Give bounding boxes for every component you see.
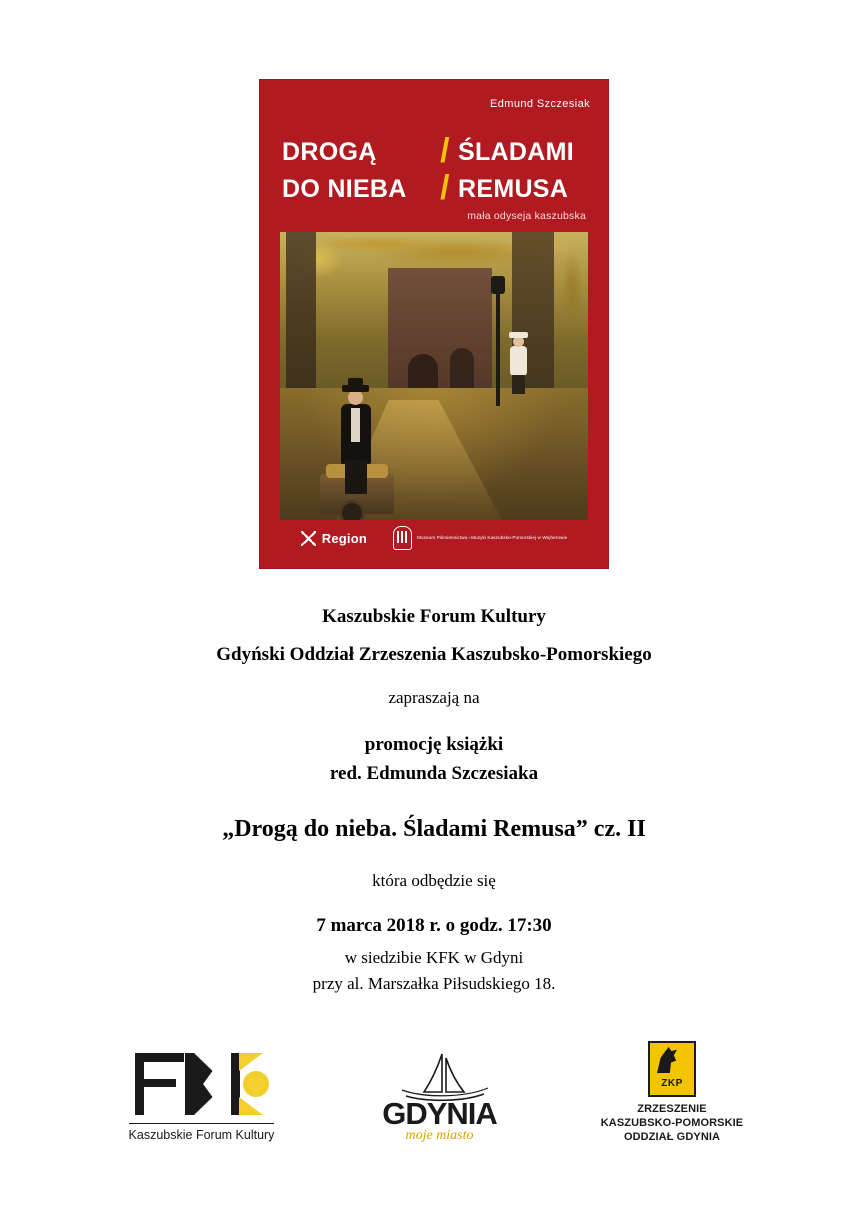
book-title: „Drogą do nieba. Śladami Remusa” cz. II <box>222 816 646 842</box>
kfk-mark-icon <box>127 1051 277 1117</box>
book-cover-image <box>260 80 608 568</box>
organizer-line-1: Kaszubskie Forum Kultury <box>322 606 546 627</box>
event-type-line-1: promocję książki <box>364 734 504 755</box>
kfk-accent-triangle-top <box>239 1053 263 1071</box>
kfk-letter-f <box>135 1053 188 1115</box>
event-type-line-2: red. Edmunda Szczesiaka <box>329 763 539 784</box>
announcement-text <box>54 606 814 997</box>
cover-slash-icon-2: / <box>440 169 450 207</box>
photo-second-figure-hat <box>509 332 528 338</box>
cover-title-sladami: ŚLADAMI <box>458 138 574 166</box>
photo-man-legs <box>345 460 367 494</box>
kfk-logo <box>109 1051 295 1144</box>
region-logo-label: Region <box>321 530 368 546</box>
museum-logo-label: Muzeum Piśmiennictwa i Muzyki Kaszubsko-Pomorskiej w Wejherowie <box>417 535 568 540</box>
zkp-text-line-3: ODDZIAŁ GDYNIA <box>623 1131 721 1143</box>
kfk-logo-caption: Kaszubskie Forum Kultury <box>129 1123 275 1142</box>
photo-man-hat <box>342 385 369 392</box>
cover-title <box>260 132 608 206</box>
cover-photograph <box>280 232 588 520</box>
cover-title-droga: DROGĄ <box>282 138 377 166</box>
region-mark-icon <box>301 531 316 546</box>
kfk-accent-dot <box>243 1071 269 1097</box>
gdynia-logo <box>365 1046 515 1144</box>
cover-slash-icon: / <box>440 132 450 170</box>
photo-man-shirt <box>351 408 360 442</box>
cover-logo-row <box>260 526 608 550</box>
gdynia-wordmark: GDYNIA <box>382 1096 497 1131</box>
photo-man-head <box>348 390 363 405</box>
event-type <box>54 730 814 788</box>
zkp-text-line-2: KASZUBSKO-POMORSKIE <box>600 1117 744 1129</box>
zkp-logo <box>585 1041 760 1144</box>
invitation-line: zapraszają na <box>388 688 480 707</box>
zkp-griffin-icon <box>657 1047 677 1073</box>
zkp-shield-icon <box>648 1041 696 1097</box>
event-location-line-2: przy al. Marszałka Piłsudskiego 18. <box>312 974 556 993</box>
museum-logo <box>393 526 567 550</box>
organizer-line-2: Gdyński Oddział Zrzeszenia Kaszubsko-Pomorskiego <box>216 644 652 665</box>
zkp-text-line-1: ZRZESZENIE <box>637 1103 707 1115</box>
photo-second-figure <box>508 336 530 394</box>
museum-mark-icon <box>393 526 412 550</box>
which-line: która odbędzie się <box>372 871 496 890</box>
gdynia-sail-icon <box>380 1052 500 1104</box>
cover-title-do-nieba: DO NIEBA <box>282 175 407 203</box>
footer-logo-row <box>54 1041 814 1144</box>
cover-title-remusa: REMUSA <box>458 175 569 203</box>
event-datetime: 7 marca 2018 r. o godz. 17:30 <box>316 915 552 936</box>
photo-street-lamp <box>496 288 500 406</box>
cover-author: Edmund Szczesiak <box>490 98 590 110</box>
cover-title-line-1 <box>282 132 586 169</box>
photo-second-figure-legs <box>512 375 525 394</box>
event-location <box>54 945 814 997</box>
region-logo <box>301 531 367 546</box>
photo-man-with-cart <box>336 390 376 494</box>
zkp-logo-text <box>585 1102 760 1144</box>
event-location-line-1: w siedzibie KFK w Gdyni <box>344 948 524 967</box>
gdynia-tagline: moje miasto <box>405 1128 474 1143</box>
zkp-shield-abbreviation: ZKP <box>661 1078 683 1089</box>
photo-second-figure-body <box>510 346 527 376</box>
kfk-letter-k1 <box>185 1053 229 1115</box>
cover-title-line-2 <box>282 169 586 206</box>
cover-subtitle: mała odyseja kaszubska <box>467 210 586 222</box>
kfk-accent-triangle-bottom <box>239 1097 263 1115</box>
